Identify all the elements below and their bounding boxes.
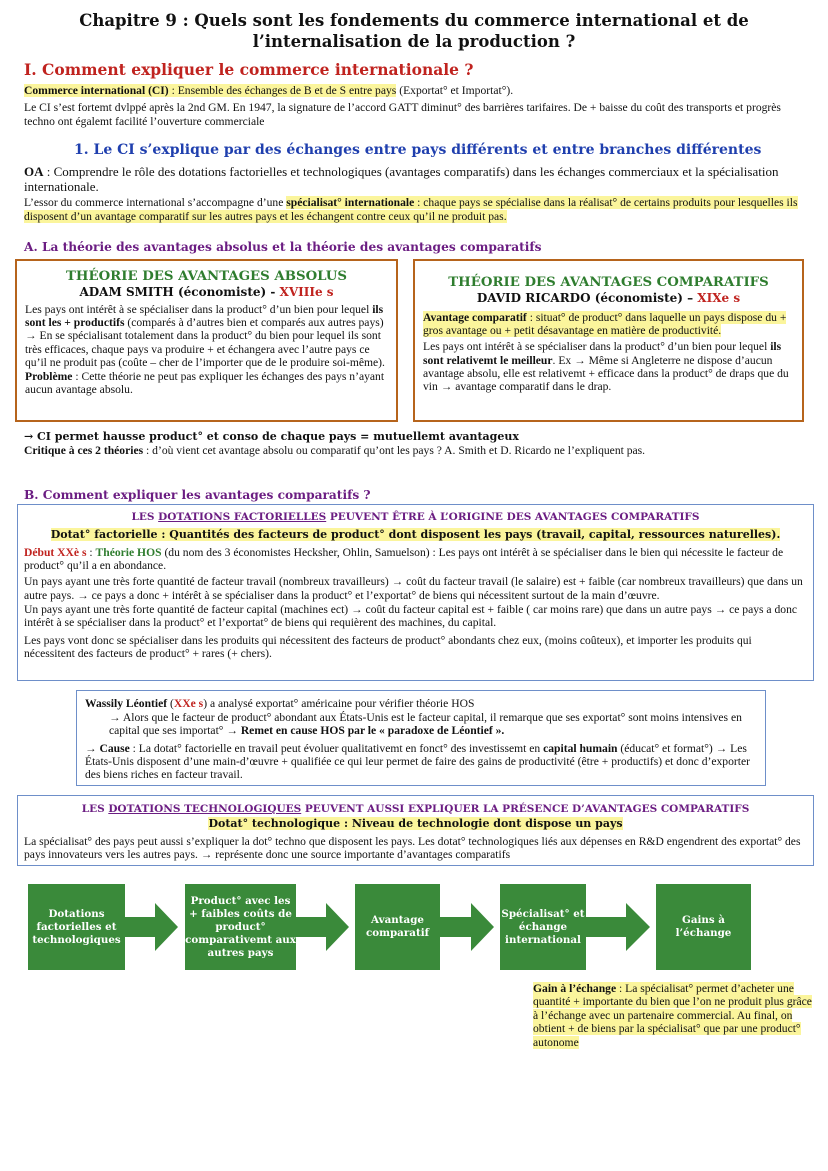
essor-def: : chaque pays se spécialise dans la réalisat° de certains produits pour lesquelles ils disposent d’un avantage comparatif sur les autres pays et les échangent contre ceux qu’il ne produit pas.: [24, 196, 798, 223]
comparatifs-p2a: Les pays ont intérêt à se spécialiser dans la product° d’un bien pour lequel: [423, 340, 771, 354]
comparatifs-century: XIXe s: [697, 291, 741, 305]
absolus-p1b: ils sont les + productifs: [25, 303, 384, 330]
flow-arrow-3: [440, 903, 494, 951]
hos-conclusion: Les pays vont donc se spécialiser dans les produits qui nécessitent des facteurs de product° abondants chez eux, (moins coûteux), et importer les produits qui nécessitent des facteurs de product° + rares (+ chers).: [24, 634, 752, 661]
leontief-cause-c: (éducat° et format°) → Les États-Unis disposent d’une main-d’œuvre + qualifiée ce qui leur permet de faire des gains de productivité (être + productifs) et donc d’exporter des biens riches en facteur travail.: [85, 741, 750, 782]
section-1-title: I. Comment expliquer le commerce internationale ?: [24, 60, 474, 79]
leontief-century: XXe s: [173, 697, 204, 710]
comparatifs-def-text: : situat° de product° dans laquelle un pays dispose du + gros avantage ou + petit désavantage en matière de productivité.: [423, 311, 787, 338]
absolus-title: THÉORIE DES AVANTAGES ABSOLUS: [66, 269, 347, 284]
factorielles-title-a: LES: [131, 511, 159, 523]
absolus-author: ADAM SMITH (économiste) -: [79, 285, 280, 299]
essor-term: spécialisat° internationale: [286, 196, 415, 209]
factorielle-def-term: Dotat° factorielle: [50, 528, 158, 541]
factorielles-title-u: DOTATIONS FACTORIELLES: [158, 511, 327, 523]
absolus-p1a: Les pays ont intérêt à se spécialiser dans la product° d’un bien pour lequel: [25, 303, 373, 316]
ci-extra: (Exportat° et Importat°).: [396, 84, 514, 97]
critique-text: : d’où vient cet avantage absolu ou comparatif qu’ont les pays ? A. Smith et D. Ricardo ne l’expliquent pas.: [143, 444, 646, 457]
technologique-def-text: : Niveau de technologie dont dispose un pays: [340, 817, 623, 830]
oa-text: : Comprendre le rôle des dotations factorielles et technologiques (avantages comparatifs) dans les échanges commerciaux et la spécialisation internationale.: [24, 164, 779, 194]
leontief-name: Wassily Léontief: [85, 697, 168, 710]
comparatifs-p2c: . Ex → Même si Angleterre ne dispose d’aucun avantage absolu, elle est relativemt + efficace dans la product° de draps que du vin → avantage comparatif dans le drap.: [423, 353, 789, 394]
page-title: Chapitre 9 : Quels sont les fondements du commerce international et de l’internalisation de la production ?: [79, 11, 749, 51]
hos-date: Début XXè s: [24, 546, 87, 559]
leontief-cause-label: → Cause: [85, 741, 130, 755]
flow-step-5: Gains à l’échange: [656, 884, 751, 970]
flow-step-4: Spécialisat° et échange international: [500, 884, 586, 970]
absolus-century: XVIIIe s: [279, 285, 334, 299]
part-a-title: A. La théorie des avantages absolus et la théorie des avantages comparatifs: [24, 240, 542, 254]
factorielles-title-b: PEUVENT ÊTRE À L’ORIGINE DES AVANTAGES COMPARATIFS: [326, 511, 700, 523]
essor-text: L’essor du commerce international s’accompagne d’une: [24, 196, 287, 209]
critique-label: Critique à ces 2 théories: [24, 444, 144, 457]
ci-def-text: : Ensemble des échanges de B et de S entre pays: [168, 84, 397, 97]
hos-travail: Un pays ayant une très forte quantité de facteur travail (nombreux travailleurs) → coût du facteur travail (le salaire) est + faible (car nombreux travailleurs) que dans un autre pays. → ce pays a donc + intérêt à se spécialiser dans la product° et l’exportat° de biens qui nécessitent surtout de la main d’œuvre.: [24, 575, 803, 602]
comparatifs-p2b: ils sont relativemt le meilleur: [423, 340, 782, 367]
absolus-p1c: (comparés à d’autres bien et comparés aux autres pays) → En se spécialisant totalement dans la product° du bien pour lequel ils sont très efficaces, chaque pays va produire + et échangera avec l’autre pays ce qu’il ne produit pas (coûte – cher de l’importer que de le produire soi-même).: [25, 316, 385, 369]
subsection-1-title: 1. Le CI s’explique par des échanges entre pays différents et entre branches différentes: [74, 142, 762, 158]
hos-capital: Un pays ayant une très forte quantité de facteur capital (machines ect) → coût du facteur capital est + faible ( car moins rare) que dans un autre pays → ce pays a donc intérêt à se spécialiser dans la product° et l’exportat° de biens qui requièrent des machines, du capital.: [24, 602, 798, 630]
ci-history: Le CI s’est fortemt dvlppé après la 2nd GM. En 1947, la signature de l’accord GATT diminut° des barrières tarifaires. De + baisse du coût des transports et progrès techno ont égalemt facilité l’ouverture commerciale: [24, 101, 781, 128]
hos-sep: :: [86, 546, 96, 559]
flow-step-1: Dotations factorielles et technologiques: [28, 884, 125, 970]
comparatifs-author: DAVID RICARDO (économiste) –: [476, 291, 698, 305]
leontief-intro-text: a analysé exportat° américaine pour vérifier théorie HOS: [207, 697, 475, 710]
flow-arrow-1: [125, 903, 178, 951]
comparatifs-title: THÉORIE DES AVANTAGES COMPARATIFS: [448, 275, 769, 290]
gain-definition: [533, 982, 813, 1049]
technologiques-title-a: LES: [81, 803, 109, 815]
absolus-problem-label: Problème: [25, 370, 73, 384]
factorielle-def-text: : Quantités des facteurs de product° dont disposent les pays (travail, capital, ressources naturelles).: [157, 528, 781, 541]
technologique-text: La spécialisat° des pays peut aussi s’expliquer la dot° techno que disposent les pays. Les dotat° technologiques liés aux dépenses en R&D engendrent des exportat° des pays innovateurs vers les autres pays. → représente donc une source importante d’avantages comparatifs: [24, 835, 801, 862]
hos-term: Théorie HOS: [95, 546, 162, 559]
flow-arrow-4: [586, 903, 650, 951]
leontief-paradox-text: → Alors que le facteur de product° abondant aux États-Unis est le facteur capital, il remarque que ses exportat° sont moins intensives en capital que ses importat° →: [109, 711, 742, 738]
oa-label: OA: [24, 164, 44, 179]
gain-term: Gain à l’échange: [533, 982, 617, 995]
leontief-cause-b: capital humain: [543, 741, 618, 755]
ci-conclusion: → CI permet hausse product° et conso de chaque pays = mutuellemt avantageux: [24, 430, 519, 443]
absolus-problem-text: : Cette théorie ne peut pas expliquer les échanges des pays n’ayant aucun avantage absolu.: [25, 370, 385, 397]
flow-step-2: Product° avec les + faibles coûts de product° comparativemt aux autres pays: [185, 884, 296, 970]
leontief-paradox-bold: Remet en cause HOS par le « paradoxe de Léontief ».: [240, 724, 505, 738]
flow-step-3: Avantage comparatif: [355, 884, 440, 970]
ci-term: Commerce international (CI): [24, 84, 169, 97]
leontief-intro: Wassily Léontief (XXe s) a analysé exportat° américaine pour vérifier théorie HOS: [85, 697, 475, 710]
hos-text: (du nom des 3 économistes Hecksher, Ohlin, Samuelson) : Les pays ont intérêt à se spécialiser dans le bien qui nécessite le facteur de product° qu’il a en abondance.: [24, 546, 784, 573]
technologiques-title-u: DOTATIONS TECHNOLOGIQUES: [108, 803, 302, 815]
technologique-def-term: Dotat° technologique: [208, 817, 341, 830]
gain-text: : La spécialisat° permet d’acheter une quantité + importante du bien que l’on ne produit plus grâce à l’échange avec un partenaire commercial. Au final, on obtient + de biens par la spécialisat° que par une product° autonome: [533, 982, 812, 1049]
flow-arrow-2: [296, 903, 349, 951]
leontief-cause-a: : La dotat° factorielle en travail peut évoluer qualitativemt en fonct° des investissemt en: [129, 741, 544, 755]
technologiques-title-b: PEUVENT AUSSI EXPLIQUER LA PRÉSENCE D’AVANTAGES COMPARATIFS: [301, 803, 750, 815]
part-b-title: B. Comment expliquer les avantages comparatifs ?: [24, 488, 371, 502]
comparatifs-def-term: Avantage comparatif: [423, 311, 527, 324]
